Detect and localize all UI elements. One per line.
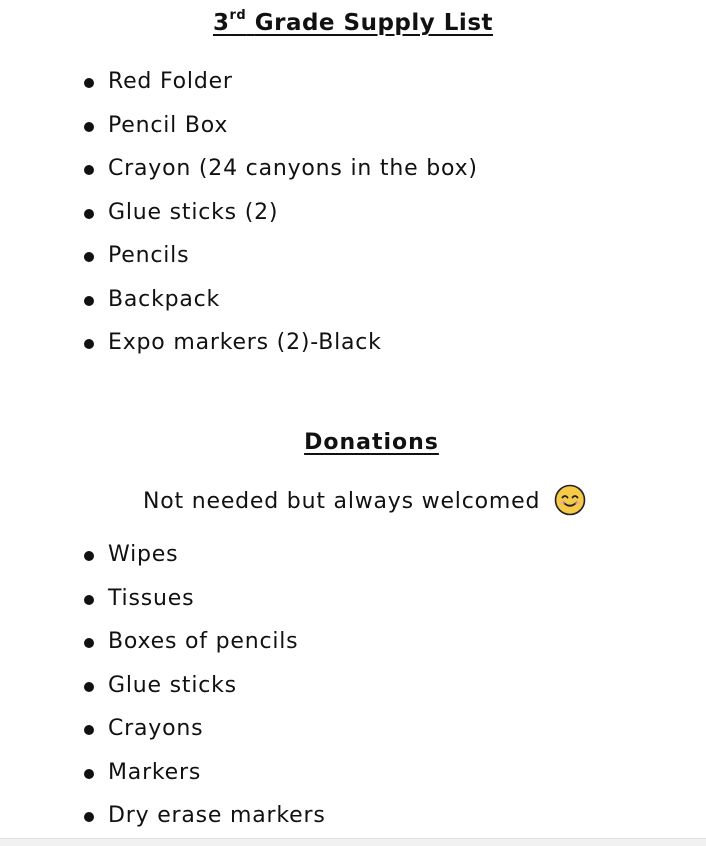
bullet-icon	[84, 682, 94, 692]
donations-note-text: Not needed but always welcomed	[143, 488, 541, 514]
title-label: Grade Supply List	[254, 10, 494, 36]
list-item-label: Crayon (24 canyons in the box)	[108, 156, 478, 181]
bullet-icon	[84, 812, 94, 822]
bullet-icon	[84, 769, 94, 779]
list-item-label: Glue sticks (2)	[108, 199, 279, 225]
list-item-label: Dry erase markers	[108, 803, 326, 828]
list-item-label: Markers	[108, 759, 202, 785]
bullet-icon	[84, 165, 94, 175]
bullet-icon	[84, 725, 94, 735]
donations-note	[143, 485, 586, 517]
title-ordinal-suffix: rd	[229, 8, 247, 24]
list-item-label: Red Folder	[108, 69, 233, 94]
list-item-label: Glue sticks	[108, 672, 237, 698]
bullet-icon	[84, 551, 94, 561]
bullet-icon	[84, 252, 94, 262]
list-item-label: Pencils	[108, 243, 190, 268]
page-title	[0, 10, 706, 36]
donations-heading	[0, 430, 706, 455]
list-item-label: Wipes	[108, 542, 179, 567]
list-item-label: Backpack	[108, 286, 221, 312]
bullet-icon	[84, 296, 94, 306]
bullet-icon	[84, 339, 94, 349]
donations-heading-text: Donations	[304, 430, 439, 455]
list-item-label: Pencil Box	[108, 112, 229, 138]
smiley-icon	[554, 484, 586, 516]
page-title-text	[213, 10, 493, 36]
bullet-icon	[84, 638, 94, 648]
list-item-label: Crayons	[108, 716, 204, 741]
bullet-icon	[84, 209, 94, 219]
title-ordinal-number: 3	[212, 10, 230, 36]
bullet-icon	[84, 595, 94, 605]
list-item-label: Expo markers (2)-Black	[108, 330, 382, 355]
bullet-icon	[84, 122, 94, 132]
list-item-label: Boxes of pencils	[108, 629, 299, 654]
bullet-icon	[84, 78, 94, 88]
list-item-label: Tissues	[108, 585, 195, 611]
